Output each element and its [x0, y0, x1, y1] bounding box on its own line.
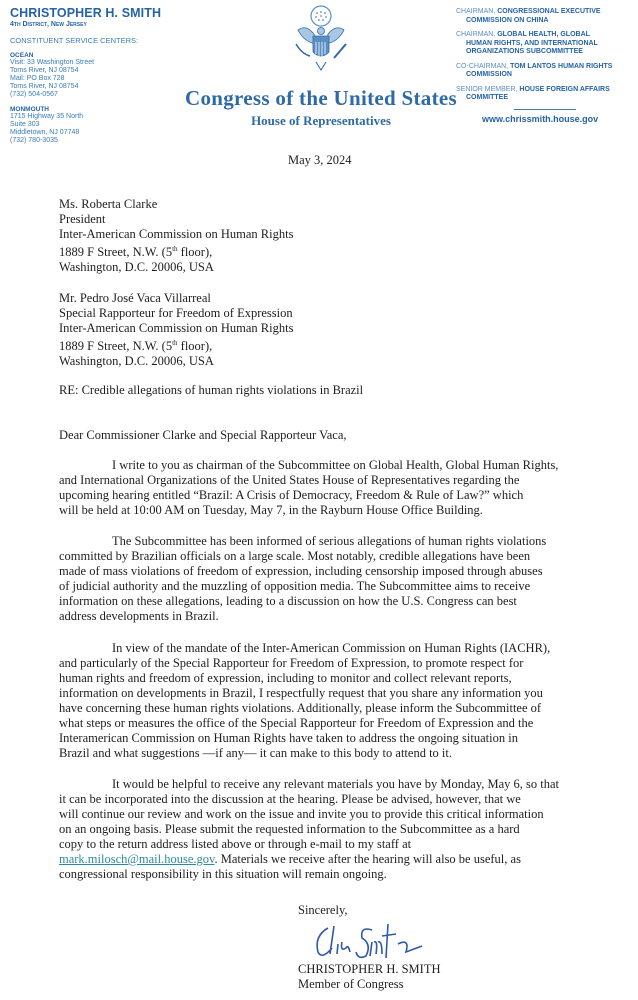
office-line: Middletown, NJ 07748: [10, 129, 80, 136]
address-line: Special Rapporteur for Freedom of Expression: [59, 306, 293, 320]
recipient-address-1: [59, 197, 293, 275]
paragraph-2: The Subcommittee has been informed of serious allegations of human rights violations committed by Brazilian officials on a large scale. Most notably, credible allegations have been made of mass violations of freedom of expression, including censorship imposed through abuses of judicial authority and the muzzling of opposition media. The Subcommittee aims to receive information on these allegations, leading to a discussion on how the U.S. Congress can best address developments in Brazil.: [59, 534, 547, 623]
signature-icon: [310, 918, 440, 968]
subject-line: RE: Credible allegations of human rights violations in Brazil: [59, 383, 364, 397]
paragraph-4: It would be helpful to receive any relevant materials you have by Monday, May 6, so that it can be incorporated into the discussion at the hearing. Please be advised, however, that we will continue our review and work on the issue and invite you to provide this critical information on an ongoing basis. Please submit the requested information to the Subcommittee as a hard copy to the return address listed above or through e-mail to my staff at mark.milosch@mail.house.gov. Materials we receive after the hearing will also be useful, as congressional responsibility in this situation will remain ongoing.: [59, 777, 559, 881]
address-line: Inter-American Commission on Human Rights: [59, 321, 294, 335]
signer-title: Member of Congress: [298, 977, 404, 991]
role-lantos: CO-CHAIRMAN, TOM LANTOS HUMAN RIGHTS COMMISSION: [456, 62, 613, 78]
office-line: Toms River, NJ 08754: [10, 67, 79, 74]
address-line: Inter-American Commission on Human Rights: [59, 227, 294, 241]
recipient-address-2: [59, 291, 293, 369]
office-line: Mail: PO Box 728: [10, 75, 65, 82]
office-title: MONMOUTH: [10, 106, 49, 113]
office-ocean: [10, 52, 180, 99]
address-line: Washington, D.C. 20006, USA: [59, 354, 214, 369]
role-cecc: CHAIRMAN, CONGRESSIONAL EXECUTIVE COMMISSION ON CHINA: [456, 8, 601, 24]
salutation: Dear Commissioner Clarke and Special Rapporteur Vaca,: [59, 428, 347, 442]
valediction: Sincerely,: [298, 903, 348, 917]
address-line: Ms. Roberta Clarke: [59, 197, 158, 211]
office-line: Visit: 33 Washington Street: [10, 59, 95, 66]
office-line: Toms River, NJ 08754: [10, 83, 79, 90]
congress-title: Congress of the United States: [185, 86, 457, 110]
office-line: (732) 780-3035: [10, 137, 58, 144]
paragraph-3: In view of the mandate of the Inter-American Commission on Human Rights (IACHR), and particularly of the Special Rapporteur for Freedom of Expression, to promote respect for human rights and freedom of expression, including to monitor and collect relevant reports, information on developments in Brazil, I respectfully request that you share any information you have concerning these human rights violations. Additionally, please inform the Subcommittee of what steps or measures the office of the Special Rapporteur for Freedom of Expression and the Interamerican Commission on Human Rights have taken to address the ongoing situation in Brazil and what suggestions —if any— it can make to this body to attend to it.: [59, 641, 551, 760]
office-line: Suite 303: [10, 121, 40, 128]
letterhead-left: [10, 6, 180, 145]
website-link[interactable]: www.chrissmith.house.gov: [482, 113, 599, 124]
house-subtitle: House of Representatives: [251, 113, 391, 128]
divider: [514, 109, 576, 110]
congressman-name: CHRISTOPHER H. SMITH: [10, 6, 162, 20]
office-line: 1715 Highway 35 North: [10, 113, 84, 120]
paragraph-1: I write to you as chairman of the Subcommittee on Global Health, Global Human Rights, and International Organizations of the United States House of Representatives regarding the upcoming hearing entitled “Brazil: A Crisis of Democracy, Freedom & Rule of Law?” which will be held at 10:00 AM on Tuesday, May 7, in the Rayburn House Office Building.: [59, 458, 559, 517]
constituent-centers-label: CONSTITUENT SERVICE CENTERS:: [10, 36, 139, 45]
role-foreign-affairs: SENIOR MEMBER, HOUSE FOREIGN AFFAIRS COMMITTEE: [456, 85, 610, 101]
staff-email-link[interactable]: mark.milosch@mail.house.gov: [59, 852, 215, 866]
address-line: Mr. Pedro José Vaca Villarreal: [59, 291, 211, 305]
great-seal-icon: [286, 4, 356, 76]
district: 4th District, New Jersey: [10, 21, 87, 28]
signer-name: CHRISTOPHER H. SMITH: [298, 962, 441, 976]
office-title: OCEAN: [10, 52, 34, 59]
office-monmouth: [10, 106, 180, 145]
address-line: 1889 F Street, N.W. (5th floor),: [59, 339, 213, 354]
letterhead-right: [456, 8, 636, 124]
office-line: (732) 504-0567: [10, 91, 58, 98]
letterhead-center: [180, 4, 462, 129]
role-subcommittee: CHAIRMAN, GLOBAL HEALTH, GLOBAL HUMAN RIGHTS, AND INTERNATIONAL ORGANIZATIONS SUBCOMMITTEE: [456, 31, 598, 55]
address-line: Washington, D.C. 20006, USA: [59, 260, 214, 275]
address-line: 1889 F Street, N.W. (5th floor),: [59, 245, 213, 260]
letter-date: May 3, 2024: [288, 153, 352, 167]
address-line: President: [59, 212, 106, 226]
